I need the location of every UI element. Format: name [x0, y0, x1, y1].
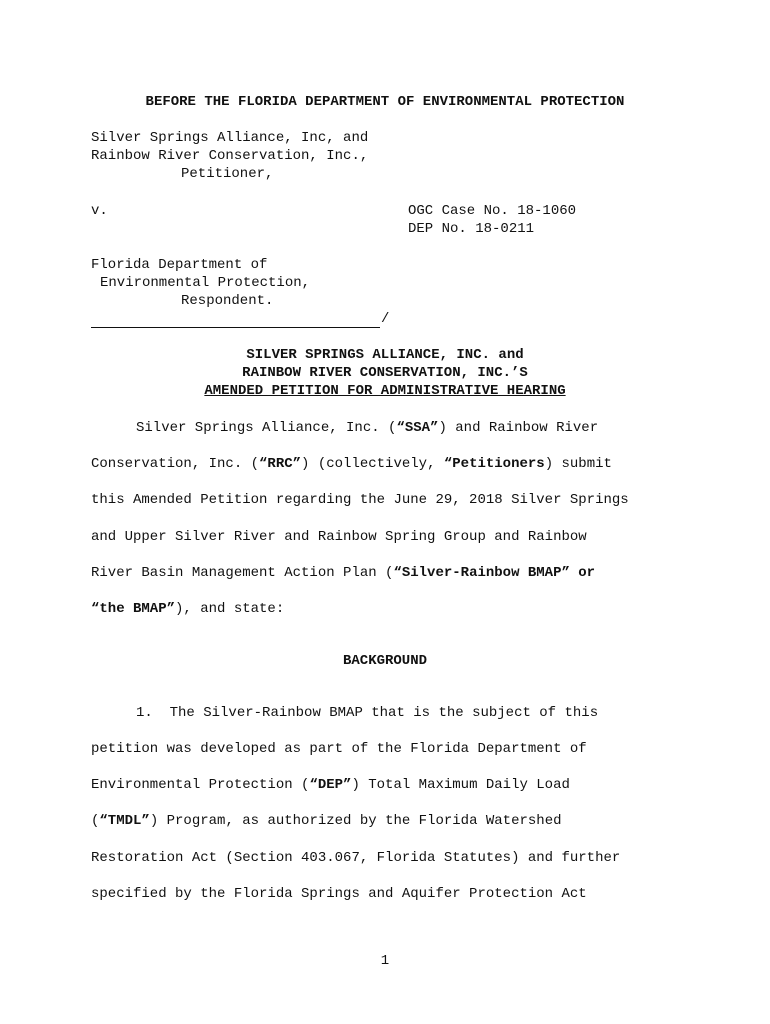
title-line-2: RAINBOW RIVER CONSERVATION, INC.’S	[242, 365, 528, 381]
intro-line-6: “the BMAP”), and state:	[91, 601, 285, 617]
respondent-role: Respondent.	[181, 293, 274, 309]
paragraph-number: 1.	[136, 705, 153, 721]
court-heading: BEFORE THE FLORIDA DEPARTMENT OF ENVIRONMENTAL PROTECTION	[145, 94, 625, 110]
intro-line-1: Silver Springs Alliance, Inc. (“SSA”) and Rainbow River	[136, 420, 599, 436]
section-heading-background: BACKGROUND	[342, 653, 427, 669]
intro-line-3: this Amended Petition regarding the June 29, 2018 Silver Springs	[91, 492, 629, 508]
ogc-case-number: OGC Case No. 18-1060	[408, 203, 577, 219]
paragraph-1-line-4: (“TMDL”) Program, as authorized by the Florida Watershed	[91, 813, 562, 829]
page-number: 1	[380, 953, 390, 969]
intro-line-2: Conservation, Inc. (“RRC”) (collectively, “Petitioners) submit	[91, 456, 612, 472]
paragraph-1-line-2: petition was developed as part of the Florida Department of	[91, 741, 587, 757]
paragraph-1-line-6: specified by the Florida Springs and Aquifer Protection Act	[91, 886, 587, 902]
respondent-name-1: Florida Department of	[91, 257, 268, 273]
intro-line-4: and Upper Silver River and Rainbow Spring Group and Rainbow	[91, 529, 587, 545]
title-line-3: AMENDED PETITION FOR ADMINISTRATIVE HEARING	[204, 383, 566, 399]
caption-rule-slash: /	[381, 311, 390, 327]
petitioner-name-1: Silver Springs Alliance, Inc, and	[91, 130, 369, 146]
versus-label: v.	[91, 203, 108, 219]
paragraph-1-line-1: 1. The Silver-Rainbow BMAP that is the subject of this	[136, 705, 599, 721]
paragraph-1-line-5: Restoration Act (Section 403.067, Florida Statutes) and further	[91, 850, 621, 866]
intro-line-5: River Basin Management Action Plan (“Silver-Rainbow BMAP” or	[91, 565, 596, 581]
petitioner-name-2: Rainbow River Conservation, Inc.,	[91, 148, 369, 164]
caption-rule	[91, 327, 380, 328]
respondent-name-2: Environmental Protection,	[100, 275, 311, 291]
petitioner-role: Petitioner,	[181, 166, 274, 182]
paragraph-1-line-3: Environmental Protection (“DEP”) Total Maximum Daily Load	[91, 777, 570, 793]
dep-number: DEP No. 18-0211	[408, 221, 535, 237]
title-line-1: SILVER SPRINGS ALLIANCE, INC. and	[246, 347, 524, 363]
